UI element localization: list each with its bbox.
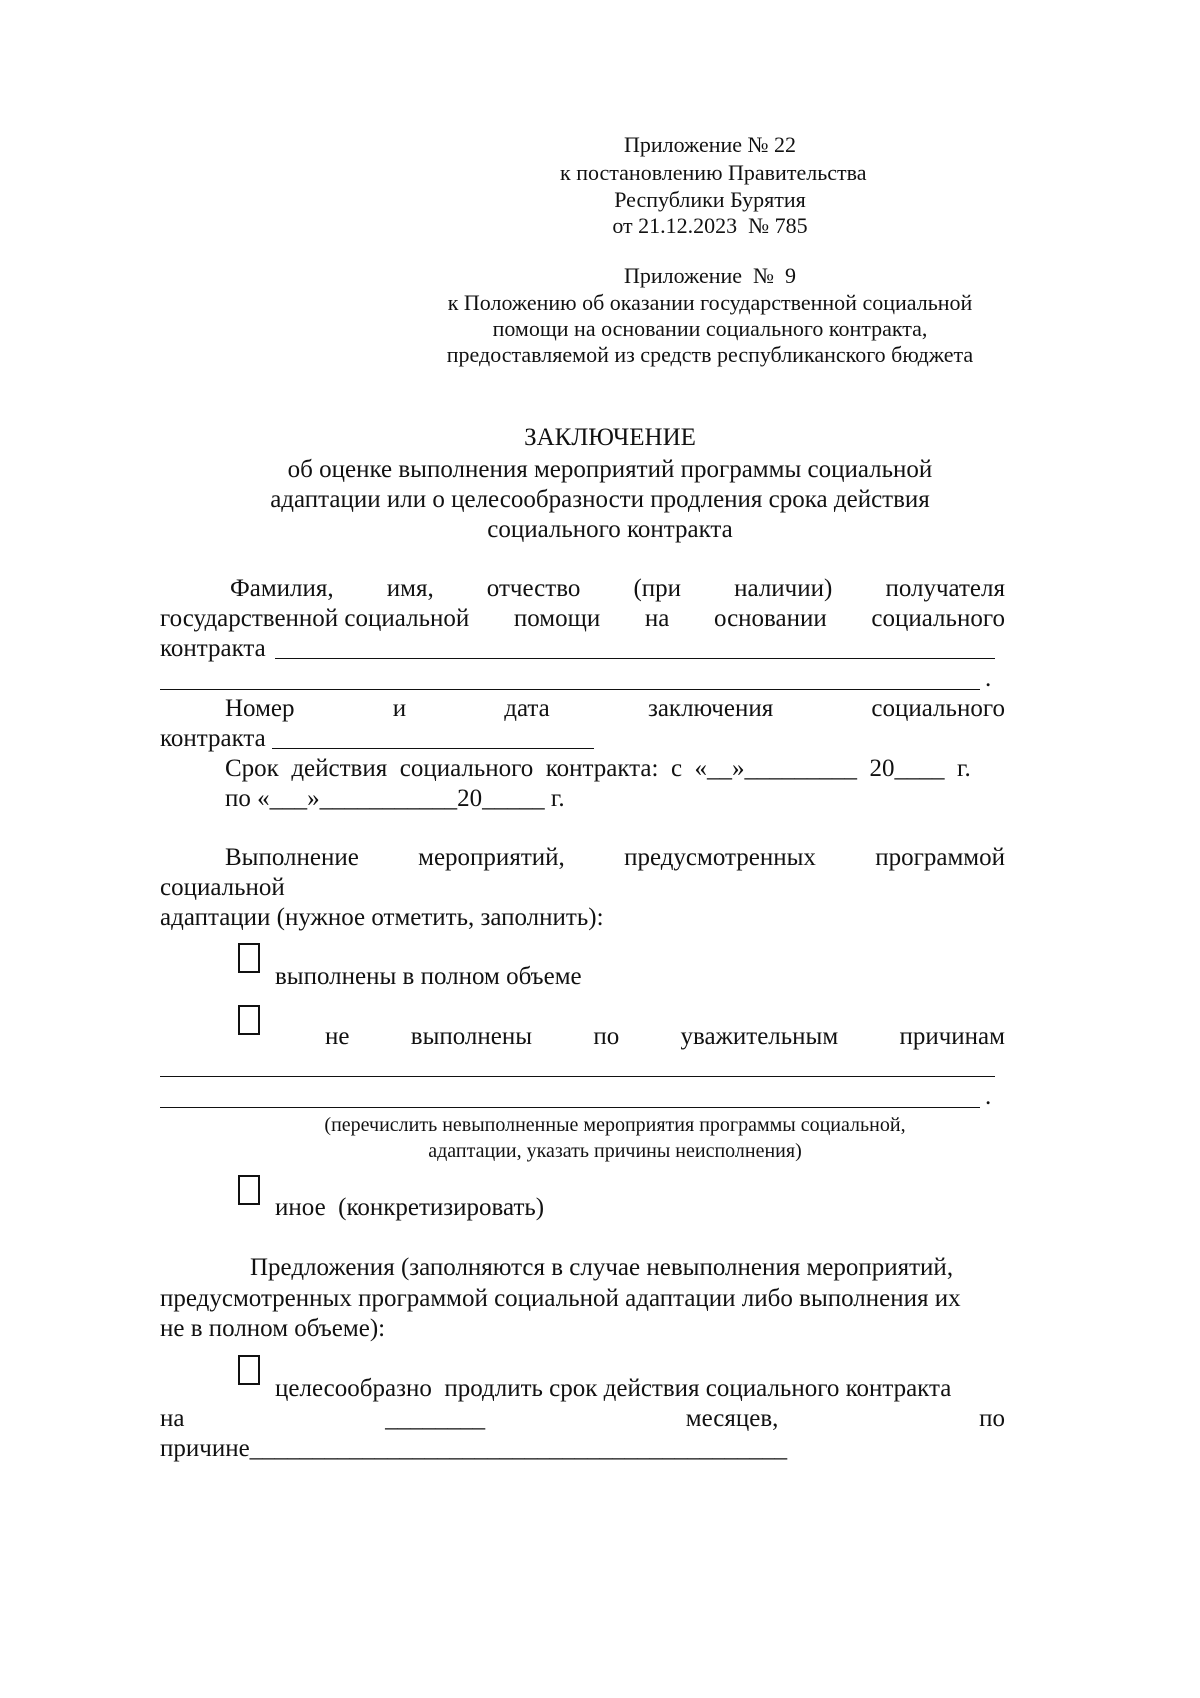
checkbox-other[interactable] [238,1175,260,1205]
months-blank[interactable]: ________ [385,1405,486,1432]
reasons-note-line-2: адаптации, указать причины неисполнения) [428,1140,802,1162]
word: получателя [885,575,1005,602]
header-app9-line-1: Приложение № 9 [623,263,797,288]
fio-contract-label: контракта [160,635,266,662]
word: по [979,1405,1005,1432]
word: и [392,695,407,722]
option-completed-fully: выполнены в полном объеме [275,963,582,990]
checkbox-completed-fully[interactable] [238,943,260,973]
word: Выполнение [225,844,359,871]
header-app22-line-1: Приложение № 22 [623,132,797,157]
document-title: ЗАКЛЮЧЕНИЕ [524,424,696,451]
reasons-fill-line-2[interactable] [160,1107,980,1108]
extend-reason-line: причине___________________________________________ [160,1435,788,1462]
fio-end-dot: . [985,665,992,692]
reasons-note-line-1: (перечислить невыполненные мероприятия программы социальной, [324,1114,906,1136]
extend-months-line [160,1404,1005,1434]
fio-fill-line-2[interactable] [160,689,980,690]
contract-number-fill-line[interactable] [272,748,594,749]
word: предусмотренных [624,844,816,871]
fio-line-1 [230,574,1005,604]
contract-word: контракта [160,725,266,752]
proposals-line-2: предусмотренных программой социальной адаптации либо выполнения их [160,1285,961,1312]
fio-line-2 [160,604,1005,634]
contract-number-line [225,694,1005,724]
word: выполнены [410,1023,533,1050]
execution-intro-line-3: адаптации (нужное отметить, заполнить): [160,904,604,931]
word: уважительным [680,1023,839,1050]
word: на [644,605,670,632]
word: наличии) [734,575,833,602]
reasons-end-dot: . [985,1083,992,1110]
contract-term-line: Срок действия социального контракта: с «__»_________ 20____ г. [225,755,971,782]
word: помощи [513,605,601,632]
word: мероприятий, [418,844,565,871]
proposals-line-3: не в полном объеме): [160,1315,386,1342]
header-app22-line-4: от 21.12.2023 № 785 [612,213,808,238]
title-sub-line-3: социального контракта [487,516,733,543]
word: (при [633,575,682,602]
execution-intro-line-2: социальной [160,874,285,901]
checkbox-extend-contract[interactable] [238,1355,260,1385]
execution-intro-line-1 [225,843,1005,873]
proposals-line-1: Предложения (заполняются в случае невыполнения мероприятий, [250,1254,954,1281]
word: на [160,1405,185,1432]
word: месяцев, [685,1405,779,1432]
reasons-fill-line-1[interactable] [160,1076,995,1077]
header-app22-line-3: Республики Бурятия [614,187,806,212]
contract-term-to: по «___»___________20_____ г. [225,785,565,812]
word: по [593,1023,620,1050]
fio-fill-line-1[interactable] [275,658,995,659]
word: отчество [486,575,581,602]
word: государственной социальной [160,605,470,632]
word: программой [875,844,1005,871]
word: не [325,1023,350,1050]
word: Номер [225,695,295,722]
title-sub-line-1: об оценке выполнения мероприятий программы социальной [287,456,933,483]
header-app9-line-2: к Положению об оказании государственной социальной [447,290,973,315]
checkbox-not-completed[interactable] [238,1005,260,1035]
word: основании [713,605,827,632]
word: причинам [899,1023,1005,1050]
title-sub-line-2: адаптации или о целесообразности продления срока действия [270,486,930,513]
word: имя, [386,575,434,602]
word: социального [871,695,1005,722]
word: заключения [647,695,774,722]
header-app22-line-2: к постановлению Правительства [560,160,867,185]
option-extend-contract: целесообразно продлить срок действия социального контракта [275,1375,952,1402]
word: социального [871,605,1005,632]
header-app9-line-3: помощи на основании социального контракта, [492,316,928,341]
header-app9-line-4: предоставляемой из средств республиканского бюджета [446,342,974,367]
option-other: иное (конкретизировать) [275,1194,545,1221]
word: дата [504,695,550,722]
word: Фамилия, [230,575,334,602]
option-not-completed [325,1022,1005,1052]
